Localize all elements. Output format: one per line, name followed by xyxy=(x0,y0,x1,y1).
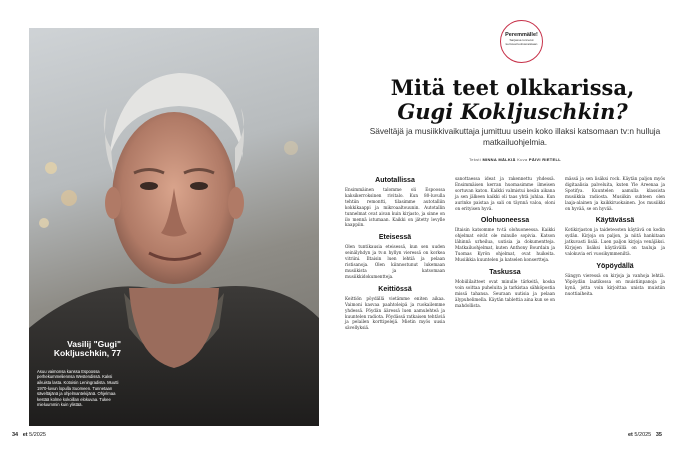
folio-left-page: 34 xyxy=(12,432,19,438)
folio-left-issue: 5/2025 xyxy=(29,432,46,438)
caption-name-line1: Vasilij "Gugi" xyxy=(67,338,121,349)
folio-right-page: 35 xyxy=(655,432,662,438)
photo-caption xyxy=(37,340,121,408)
folio-left-mag: et xyxy=(22,432,28,438)
byline-photographer: PÄIVI RIETELL xyxy=(528,157,561,162)
folio-right-mag: et xyxy=(628,432,633,438)
subheading-taskussa: Taskussa xyxy=(489,268,521,276)
folio-right xyxy=(628,432,662,438)
subheading-eteisessa: Eteisessä xyxy=(378,234,412,242)
paragraph: Iltaisin katsomme tv:tä olohuoneessa. Kaikki ohjelmat eivät ole minulle sopivia. Katson lähinnä urheilua, uutisia ja dokumentteja. Matkailuohjelmat, kuten Anthony Bourdain ja Tuomas Kyrön ohjelmat, ovat huikeita. Musiikkia kuuntelen ja katselen konsertteja. xyxy=(455,227,555,262)
headline-line1: Mitä teet olkkarissa, xyxy=(390,75,635,100)
badge-title: Peremmälle! xyxy=(505,32,538,38)
series-badge xyxy=(500,20,543,63)
byline-text-label: Teksti xyxy=(469,157,482,162)
article-lead: Säveltäjä ja musiikkivaikuttaja jumittuu usein koko illaksi katsomaan tv:n hulluja matkailuohjelmia. xyxy=(369,126,661,147)
caption-body: Asuu vaimonsa kanssa Espoossa perhekummeliennsa Westendissä. Kaksi aikuista lasta. Kotoisin Leningradista. Muutti 1970-luvun lopulla Suomeen. Tunnetaan säveltäjänä ja ohjelmantekijänä. Ohjelmaa kestää kolme kokoillan elokuvaa. Tukee mieluummin kuin ylistää. xyxy=(37,368,119,408)
badge-subtitle: Sarjassa tunnetut kertovat kotivieraistaan xyxy=(505,38,538,46)
caption-name xyxy=(37,340,121,359)
paragraph: Mobiililaitteet ovat minulle tärkeitä, koska voin soittaa puheluita ja tarkistaa sähköpostia missä tahansa. Seuraan uutisia ja pelaan älypuhelimella. Käytän tablettia aina kun se on mahdollista. xyxy=(455,278,555,308)
byline xyxy=(356,157,674,162)
article-column-2 xyxy=(455,176,555,308)
subheading-kaytavassa: Käytävässä xyxy=(595,217,635,225)
paragraph: Keittiön pöydällä vietämme eniten aikaa. Vaimoni kasvaa paahtoleipä ja ruokailemme yhdessä. Pöydän ääressä luen aamulehteä ja kuuntelen radiota. Pöydässä ratkaisen tehtäviä ja pelailen korttipelejä. Mietin myös uusia sävellyksiä. xyxy=(345,295,445,331)
subheading-autotallissa: Autotallissa xyxy=(375,177,415,184)
byline-photo-label: Kuva xyxy=(517,157,528,162)
paragraph: Olen tuntikausia eteisessä, kun sen uuden seinälyhdyn ja tv:n hyllyn vieressä on korkea vitriini. Iltaisin luen lehtiä ja pelaan ristisanoja. Olen kiinnostunut lukemaan musiikista ja katsomaan musiikkidokumentteja. xyxy=(345,244,445,279)
paragraph: Kotikirjaston ja taideteosten käytävä on kodin sydän. Kirjoja on paljon, ja niitä hankitaan jatkuvasti lisää. Luen paljon kirjoja venäjäksi. Kirjojen lisäksi käytävällä on tauluja ja valokuvia eri vuosikymmeniltä. xyxy=(565,227,665,257)
subheading-olohuoneessa: Olohuoneessa xyxy=(480,217,530,225)
paragraph: mässä ja sen lisäksi rock. Käytän paljon myös digitaalisia palveluita, kuten Yle Areenaa ja Spotifya. Kuuntelen aamulla klassista musiikkia radiosta. Musiikin suhteen olen laaja-alainen ja kaikkiruokainen. Jos musiikki on hyvää, se on hyvää. xyxy=(565,176,665,211)
article-headline xyxy=(345,76,680,124)
paragraph: sanottaessa ideat ja rakennettu yhdessä. Ensimmäisen kerran huomasimme ilmeisen sortuvan katon. Kaikki valmistui kesän aikana ja sen jälkeen kaikki oli taas yhtä juhlaa. Kun aurinko paistaa ja sali on täynnä valoa, oloni on erityisen hyvä. xyxy=(455,176,555,211)
subheading-yopoydalla: Yöpöydällä xyxy=(596,262,634,270)
subheading-keittiossa: Keittiössä xyxy=(378,285,412,293)
headline-line2: Gugi Kokljuschkin? xyxy=(397,99,628,124)
caption-name-line2: Kokljuschkin, 77 xyxy=(53,348,121,359)
article-column-3 xyxy=(565,176,665,297)
byline-author: MINNA MÄLKIÄ xyxy=(482,157,516,162)
paragraph: Ensimmäinen talomme oli Espoossa kaksikerroksinen rivitalo. Kun 80-luvulla tehtiin remontti, tilasimme autotalliin kokkikaappi ja mikroaaltouunin. Autotallin tunnelmat ovat aivan kuin kirjasto, ja sinne on ilo mennä istumaan. Kaikki on jätetty levylle kaappiin. xyxy=(345,187,445,228)
folio-left xyxy=(12,432,46,438)
portrait-photo xyxy=(29,28,319,426)
folio-right-issue: 5/2025 xyxy=(634,432,652,438)
article-column-1 xyxy=(345,176,445,331)
paragraph: Sängyn vieressä on kirjoja ja vanhoja lehtiä. Yöpöydän laatikossa on muistiinpanoja ja kynä, jotta voin kirjoittaa unista muistiin nuottiaiheita. xyxy=(565,272,665,296)
